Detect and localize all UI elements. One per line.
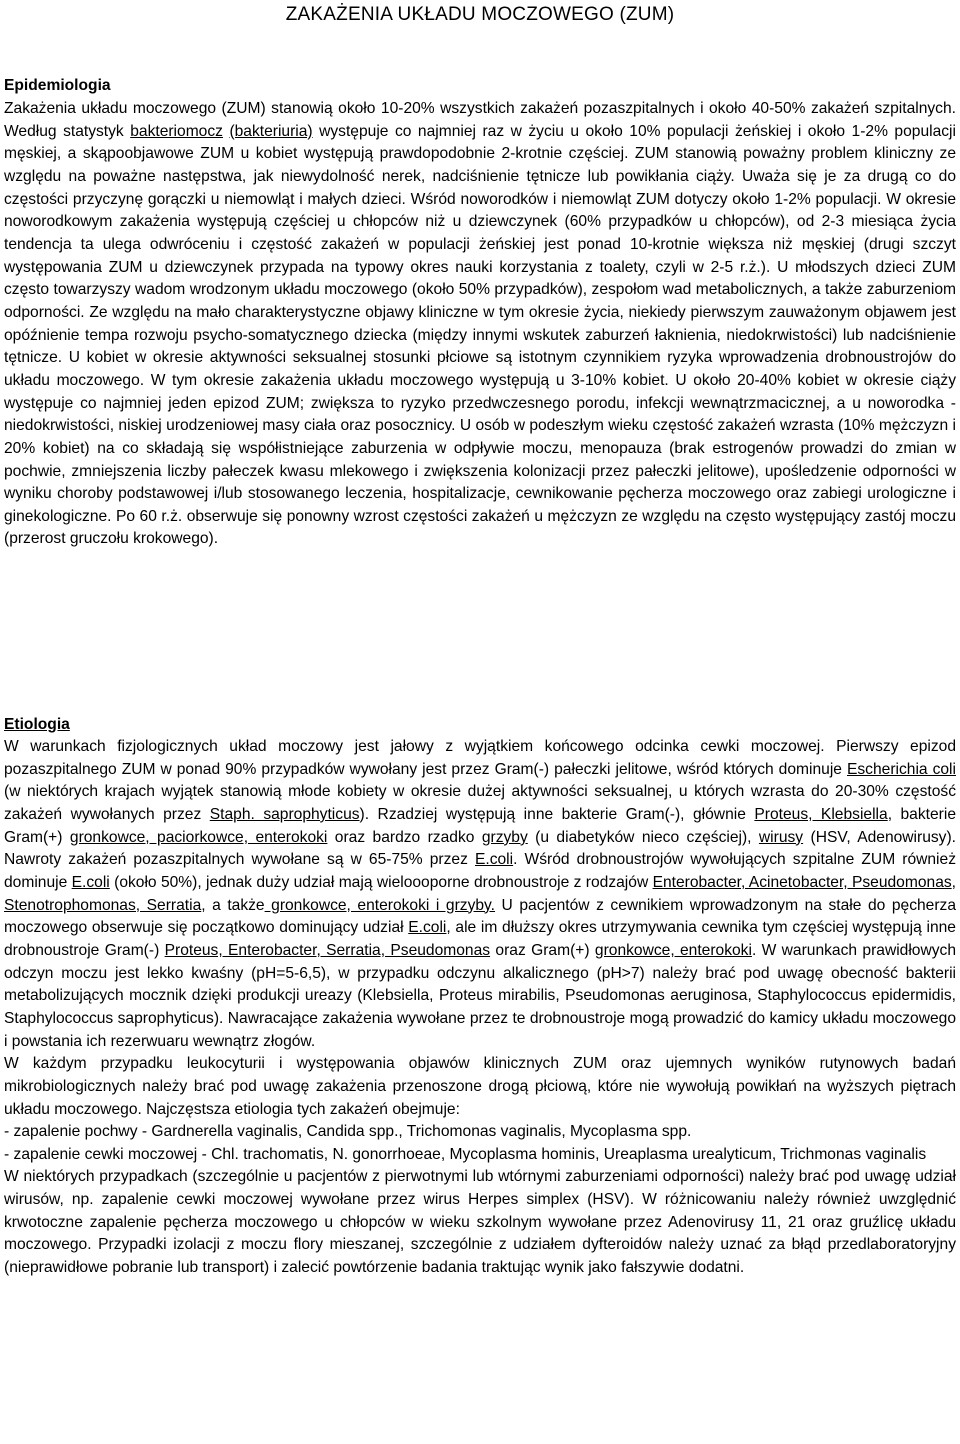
text-segment: (HSV, Adenowirusy). Nawroty zakażeń pozaszpitalnych wywołane są w 65-75% przez [4,828,957,869]
etiology-list-item-2: - zapalenie cewki moczowej - Chl. trachomatis, N. gonorrhoeae, Mycoplasma hominis, Ureaplasma urealyticum, Trichmonas vaginalis [4,1145,927,1163]
text-segment: . W warunkach prawidłowych odczyn moczu jest lekko kwaśny (pH=5-6,5), w przypadku odczynu alkalicznego (pH>7) należy brać pod uwagę obecność bakterii metabolizujących mocznik dzięki produkcji ureazy (Klebsiella, Proteus mirabilis, Pseudomonas aeruginosa, Staphylococcus epidermidis, Staphylococcus saprophyticus). Nawracające zakażenia wywołane przez te drobnoustroje mogą prowadzić do kamicy układu moczowego i powstania ich rezerwuaru wewnątrz złogów. [4,941,957,1050]
text-segment: oraz bardzo rzadko [327,828,482,846]
term-gronkowce: gronkowce, enterokoki [594,941,752,959]
term-escherichia-coli: Escherichia coli [846,760,956,778]
etiology-paragraph-3: W niektórych przypadkach (szczególnie u pacjentów z pierwotnymi lub wtórnymi zaburzeniami odporności) należy brać pod uwagę udział wirusów, np. zapalenie cewki moczowej wywołane przez wirus Herpes simplex (HSV). W różnicowaniu należy również uwzględnić krwotoczne zapalenie pęcherza moczowego u chłopców w wieku szkolnym wywołane przez Adenovirusy 11, 21 oraz gruźlicę układu moczowego. Przypadki izolacji z moczu flory mieszanej, szczególnie z udziałem dyfteroidów należy uznać za błąd przedlaboratoryjny (nieprawidłowe pobranie lub transport) i zalecić powtórzenie badania traktując wynik jako fałszywie dodatni. [4,1168,956,1277]
text-segment: (u diabetyków nieco częściej), [527,828,759,846]
etiology-list-item-1: - zapalenie pochwy - Gardnerella vaginalis, Candida spp., Trichomonas vaginalis, Mycoplasma spp. [4,1123,692,1141]
text-segment: występuje co najmniej raz w życiu u około 10% populacji żeńskiej i około 1-2% populacji męskiej, a skąpoobjawowe ZUM u kobiet występują prawdopodobnie 2-krotnie częściej. ZUM stanowią poważny problem kliniczny ze względu na poważne następstwa, jak niewydolność nerek, nadciśnienie tętnicze lub powikłania ciąży. Uważa się je za drugą co do częstości przyczynę gorączki u niemowląt i małych dzieci. Wśród noworodków i niemowląt ZUM dotyczy około 1-2% populacji. W okresie noworodkowym zakażenia występują częściej u chłopców niż u dziewczynek (60% przypadków u chłopców), od 2-3 miesiąca życia tendencja ta ulega odwróceniu i częstość zakażeń w populacji żeńskiej jest ponad 10-krotnie większa niż męskiej (drugi szczyt występowania ZUM u dziewczynek przypada na typowy okres nauki korzystania z toalety, czyli w 2-5 r.ż.). U młodszych dzieci ZUM często towarzyszy wadom wrodzonym układu moczowego (około 50% przypadków), zespołom wad metabolicznych, a także zaburzeniom odporności. Ze względu na mało charakterystyczne objawy kliniczne w tym okresie życia, niekiedy pierwszym zauważonym objawem jest opóźnienie tempa rozwoju psycho-somatycznego dziecka (między innymi wskutek zaburzeń łaknienia, niedokrwistości) lub nadciśnienie tętnicze. U kobiet w okresie aktywności seksualnej stosunki płciowe są istotnym czynnikiem ryzyka wprowadzenia drobnoustrojów do układu moczowego. W tym okresie zakażenia układu moczowego występują u 3-10% kobiet. U około 20-40% kobiet w okresie ciąży występuje co najmniej jeden epizod ZUM; zwiększa to ryzyko przedwczesnego porodu, infekcji wewnątrzmacicznej, a u noworodka - niedokrwistości, niskiej urodzeniowej masy ciała oraz posocznicy. U osób w podeszłym wieku częstość zakażeń wzrasta (10% mężczyzn i 20% kobiet) na co składają się współistniejące zaburzenia w odpływie moczu, menopauza (brak estrogenów prowadzi do zmian w pochwie, zmniejszenia liczby pałeczek kwasu mlekowego i zwiększenia kolonizacji przez pałeczki jelitowe), upośledzenie odporności w wyniku choroby podstawowej i/lub stosowanego leczenia, hospitalizacje, cewnikowanie pęcherza moczowego oraz zabiegi urologiczne i ginekologiczne. Po 60 r.ż. obserwuje się ponowny wzrost częstości zakażeń u mężczyzn ze względu na często występujący zastój moczu (przerost gruczołu krokowego). [4,122,956,548]
term-wirusy: wirusy [758,828,804,846]
text-segment: , a także [201,896,265,914]
text-segment: , bakterie Gram(+) [4,805,956,846]
term-bakteriuria: (bakteriuria) [229,122,313,140]
etiology-section [4,736,956,1280]
etiology-paragraph-1 [4,736,956,1053]
term-grzyby: grzyby [481,828,528,846]
term-stenotrophomonas: Stenotrophomonas, Serratia [4,896,202,914]
document-title: ZAKAŻENIA UKŁADU MOCZOWEGO (ZUM) [285,4,675,25]
text-segment: oraz Gram(+) [490,941,595,959]
text-segment: , ale im dłuższy okres utrzymywania cewnika tym częściej występują inne drobnoustroje Gram(-) [4,919,956,959]
term-enterobacter: Enterobacter, Acinetobacter, Pseudomonas [652,873,952,891]
term-proteus-enterobacter: Proteus, Enterobacter, Serratia, Pseudomonas [164,941,491,959]
text-segment: U pacjentów z cewnikiem wprowadzonym na stałe do pęcherza moczowego obserwuje się początkowo dominujący udział [4,896,957,937]
text-segment: W warunkach fizjologicznych układ moczowy jest jałowy z wyjątkiem końcowego odcinka cewki moczowej. Pierwszy epizod pozaszpitalnego ZUM w ponad 90% przypadków wywołany jest przez Gram(-) pałeczki jelitowe, wśród których dominuje [4,738,956,778]
text-segment: . Wśród drobnoustrojów wywołujących szpitalne ZUM również dominuje [4,851,956,891]
epidemiology-heading: Epidemiologia [4,77,111,94]
text-segment: , [951,873,957,891]
term-proteus-klebsiella: Proteus, Klebsiella [754,805,888,823]
term-staph-saprophyticus: Staph. saprophyticus [209,805,360,823]
etiology-heading: Etiologia [4,716,70,733]
text-segment: (około 50%), jednak duży udział mają wieloooporne drobnoustroje z rodzajów [109,873,653,891]
term-bakteriomocz: bakteriomocz [130,122,223,140]
term-gronkowce: gronkowce, enterokoki i grzyby. [264,896,496,914]
text-segment: ). Rzadziej występują inne bakterie Gram(-), głównie [359,805,755,823]
etiology-paragraph-2: W każdym przypadku leukocyturii i występowania objawów klinicznych ZUM oraz ujemnych wyników rutynowych badań mikrobiologicznych należy brać pod uwagę zakażenia przenoszone drogą płciową, które nie wywołują powikłań na wyższych piętrach układu moczowego. Najczęstsza etiologia tych zakażeń obejmuje: [4,1055,956,1118]
text-segment: (w niektórych krajach wyjątek stanowią młode kobiety w okresie dużej aktywności seksualnej, u których wzrasta do 20-30% częstość zakażeń wywołanych przez [4,783,956,823]
term-ecoli: E.coli [71,873,110,891]
term-ecoli: E.coli [474,851,514,869]
epidemiology-paragraph [4,98,956,551]
text-segment: Zakażenia układu moczowego (ZUM) stanowią około 10-20% wszystkich zakażeń pozaszpitalnych i około 40-50% zakażeń szpitalnych. Według statystyk [4,100,956,140]
term-ecoli: E.coli [408,919,447,937]
term-gronkowce: gronkowce, paciorkowce, enterokoki [69,828,328,846]
